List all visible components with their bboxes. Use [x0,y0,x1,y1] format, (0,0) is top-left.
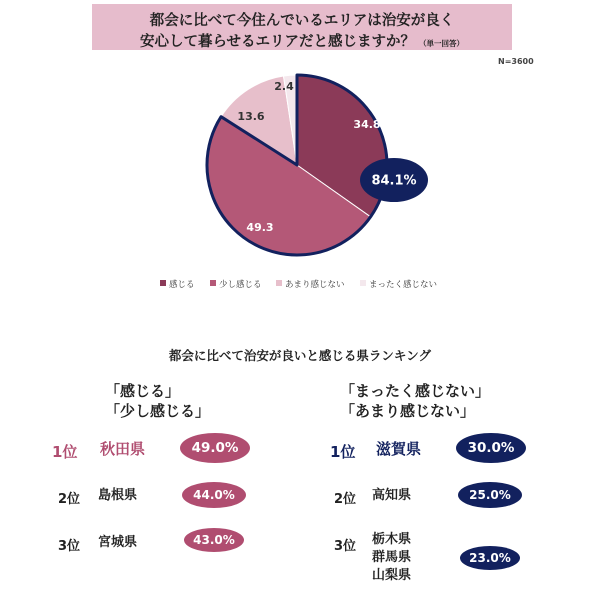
legend-swatch-2 [210,280,216,286]
legend-label-3: あまり感じない [285,280,345,290]
pie-value-label-2: 49.3 [246,221,274,234]
legend-label-1: 感じる [169,280,195,290]
left-prefecture-1: 秋田県 [100,440,146,458]
left-column-heading [105,381,210,421]
right-heading-line-2: 「あまり感じない」 [340,402,476,420]
pie-value-label-4: 2.4 [274,80,294,93]
right-value-pill-2: 25.0% [458,482,522,508]
chart-title-line-2-text: 安心して暮らせるエリアだと感じますか？ [139,34,416,50]
right-value-pill-3: 23.0% [460,546,520,570]
right-rank-2: 2位 [334,492,357,507]
left-heading-line-2: 「少し感じる」 [105,402,211,420]
left-rank-3: 3位 [58,539,81,554]
right-prefecture-2: 高知県 [372,488,412,503]
legend-item-3 [276,278,345,290]
left-value-pill-2: 44.0% [182,482,246,508]
legend-label-4: まったく感じない [369,280,438,290]
right-rank-3: 3位 [334,539,357,554]
legend-swatch-4 [360,280,366,286]
right-prefecture-3b: 群馬県 [372,550,412,565]
legend-item-2 [210,278,262,290]
right-rank-1: 1位 [330,443,356,461]
legend-label-2: 少し感じる [219,280,262,290]
right-value-pill-1: 30.0% [456,433,526,463]
left-prefecture-2: 島根県 [98,488,138,503]
chart-title-line-1: 都会に比べて今住んでいるエリアは治安が良く [149,13,455,29]
ranking-title: 都会に比べて治安が良いと感じる県ランキング [168,348,432,363]
left-rank-2: 2位 [58,492,81,507]
right-column-heading [340,381,490,421]
left-prefecture-3: 宮城県 [98,535,138,550]
left-rank-1: 1位 [52,443,78,461]
legend-item-4 [360,278,437,290]
left-value-pill-1: 49.0% [180,433,250,463]
pie-value-label-3: 13.6 [237,110,265,123]
left-value-pill-3: 43.0% [184,528,244,552]
legend-swatch-3 [276,280,282,286]
left-heading-line-1: 「感じる」 [105,382,181,400]
highlight-badge-label: 84.1% [371,173,417,189]
right-prefecture-3a: 栃木県 [372,532,412,547]
right-heading-line-1: 「まったく感じない」 [340,382,491,400]
right-prefecture-3c: 山梨県 [372,568,412,583]
right-prefecture-1: 滋賀県 [376,440,422,458]
pie-value-label-1: 34.8 [353,118,381,131]
legend-swatch-1 [160,280,166,286]
sample-size: N=3600 [498,57,534,66]
legend-item-1 [160,278,195,290]
answer-type-note: （単一回答） [419,39,465,48]
legend [160,278,460,292]
